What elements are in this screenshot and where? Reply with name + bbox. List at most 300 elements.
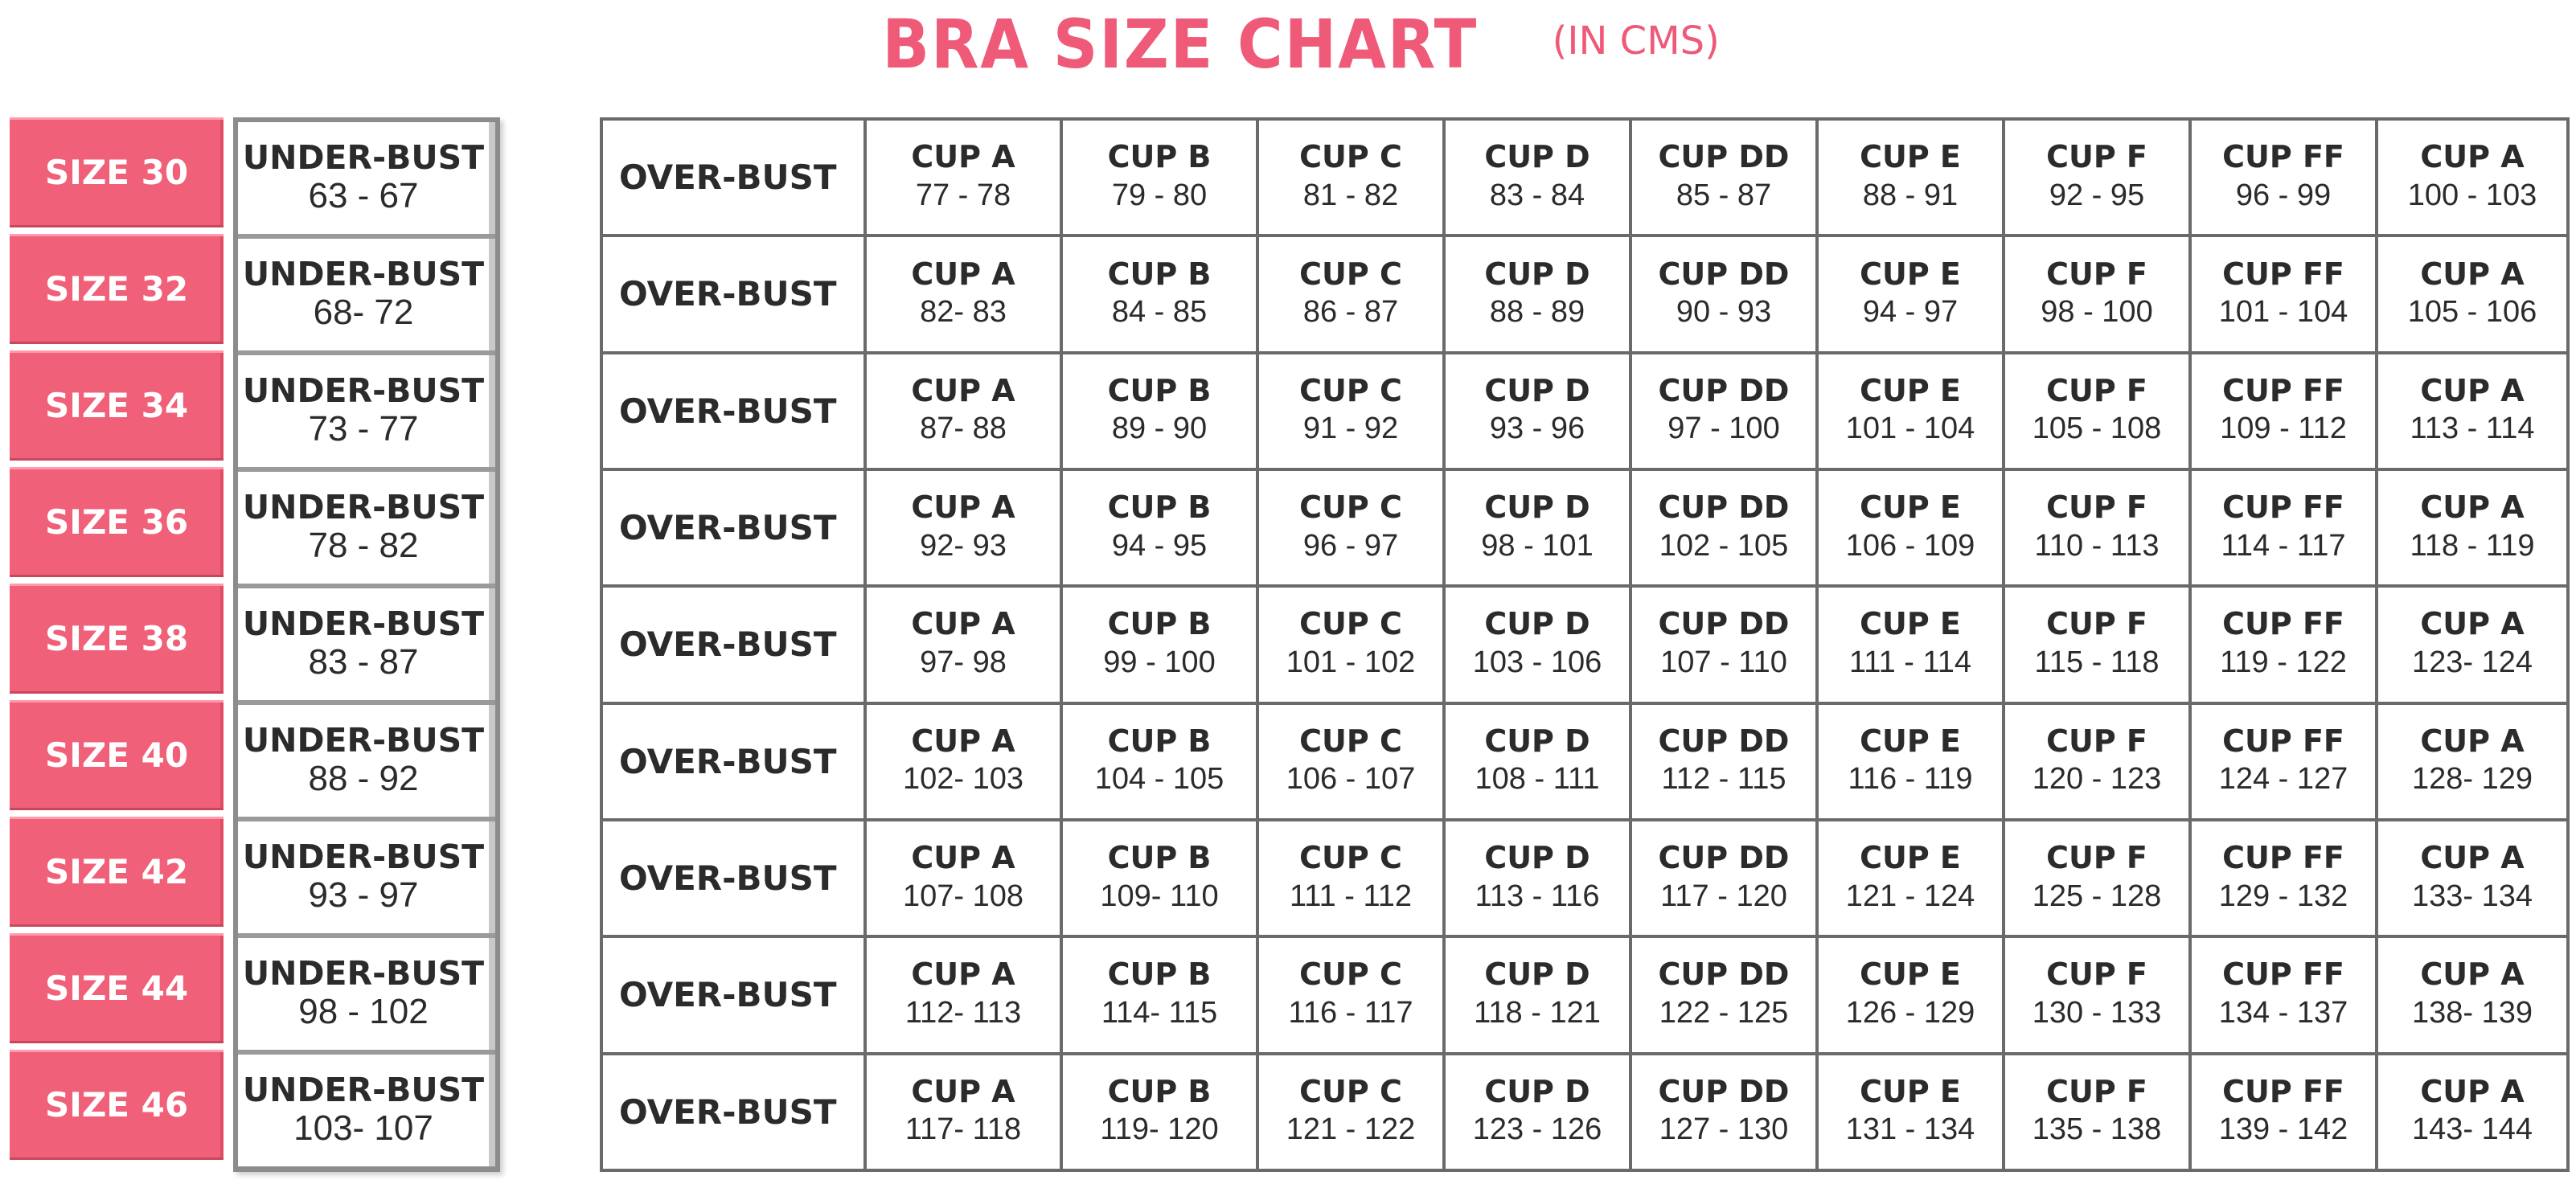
cup-cell bbox=[1817, 469, 2004, 586]
cup-range: 101 - 104 bbox=[1845, 412, 1975, 446]
cup-cell bbox=[2004, 119, 2190, 236]
cup-range: 126 - 129 bbox=[1845, 996, 1975, 1030]
cup-label: CUP DD bbox=[1658, 256, 1790, 292]
cup-cell bbox=[2190, 586, 2377, 703]
cup-cell bbox=[1257, 820, 1444, 936]
size-label: SIZE 42 bbox=[10, 817, 224, 927]
cup-range: 88 - 89 bbox=[1489, 295, 1585, 330]
over-bust-label: OVER-BUST bbox=[601, 1054, 865, 1170]
cup-cell bbox=[1631, 703, 1817, 820]
cup-range: 113 - 116 bbox=[1475, 879, 1600, 913]
cup-cell bbox=[865, 586, 1061, 703]
cup-cell bbox=[2004, 586, 2190, 703]
under-bust-cell bbox=[238, 355, 495, 467]
cup-cell bbox=[2377, 1054, 2568, 1170]
cup-cell bbox=[1257, 1054, 1444, 1170]
cup-range: 92- 93 bbox=[920, 528, 1007, 563]
cup-label: CUP D bbox=[1484, 840, 1590, 876]
cup-label: CUP B bbox=[1107, 256, 1212, 292]
cup-cell bbox=[2004, 353, 2190, 469]
cup-range: 101 - 104 bbox=[2218, 295, 2348, 330]
cup-range: 94 - 95 bbox=[1111, 528, 1208, 563]
cup-cell bbox=[1817, 820, 2004, 936]
cup-range: 90 - 93 bbox=[1676, 295, 1772, 330]
cup-label: CUP DD bbox=[1658, 372, 1790, 408]
cup-label: CUP D bbox=[1484, 1073, 1590, 1109]
cup-cell bbox=[1631, 1054, 1817, 1170]
chart-title: BRA SIZE CHART bbox=[882, 5, 1479, 84]
under-bust-range: 73 - 77 bbox=[308, 408, 419, 449]
cup-label: CUP C bbox=[1299, 957, 1402, 993]
cup-range: 109 - 112 bbox=[2220, 412, 2347, 446]
cup-cell bbox=[1444, 236, 1631, 352]
cup-cell bbox=[2190, 353, 2377, 469]
cup-cell bbox=[2004, 703, 2190, 820]
under-bust-range: 103- 107 bbox=[293, 1108, 433, 1148]
cup-range: 121 - 122 bbox=[1286, 1112, 1416, 1147]
cup-cell bbox=[1257, 936, 1444, 1053]
cup-cell bbox=[2190, 1054, 2377, 1170]
cup-range: 77 - 78 bbox=[915, 178, 1011, 212]
table-row bbox=[601, 119, 2568, 236]
cup-label: CUP A bbox=[911, 372, 1015, 408]
chart-subtitle: (IN CMS) bbox=[1552, 18, 1720, 63]
cup-label: CUP A bbox=[911, 490, 1015, 526]
cup-label: CUP DD bbox=[1658, 139, 1790, 175]
over-bust-label: OVER-BUST bbox=[601, 236, 865, 352]
cup-label: CUP D bbox=[1484, 139, 1590, 175]
cup-cell bbox=[1817, 119, 2004, 236]
table-row bbox=[601, 586, 2568, 703]
cup-range: 99 - 100 bbox=[1103, 645, 1216, 680]
cup-cell bbox=[1817, 703, 2004, 820]
under-bust-label: UNDER-BUST bbox=[242, 1070, 485, 1109]
cup-range: 119 - 122 bbox=[2220, 645, 2347, 680]
cup-range: 121 - 124 bbox=[1845, 879, 1975, 913]
cup-cell bbox=[865, 936, 1061, 1053]
cup-cell bbox=[2190, 703, 2377, 820]
cup-range: 128- 129 bbox=[2411, 762, 2533, 797]
cup-label: CUP E bbox=[1860, 256, 1961, 292]
cup-cell bbox=[1061, 236, 1257, 352]
cup-range: 88 - 91 bbox=[1862, 178, 1959, 212]
under-bust-cell bbox=[238, 239, 495, 350]
cup-range: 111 - 112 bbox=[1289, 879, 1413, 913]
cup-range: 82- 83 bbox=[920, 295, 1007, 330]
cup-label: CUP A bbox=[911, 256, 1015, 292]
cup-label: CUP D bbox=[1484, 723, 1590, 759]
cup-cell bbox=[865, 469, 1061, 586]
cup-cell bbox=[2377, 236, 2568, 352]
cup-cell bbox=[1444, 820, 1631, 936]
cup-label: CUP F bbox=[2046, 606, 2147, 642]
cup-cell bbox=[1631, 353, 1817, 469]
cup-range: 98 - 101 bbox=[1481, 528, 1594, 563]
cup-label: CUP D bbox=[1484, 372, 1590, 408]
table-row bbox=[601, 1054, 2568, 1170]
cup-label: CUP FF bbox=[2222, 840, 2344, 876]
cup-cell bbox=[1061, 1054, 1257, 1170]
cup-label: CUP FF bbox=[2222, 606, 2344, 642]
cup-label: CUP F bbox=[2046, 840, 2147, 876]
cup-cell bbox=[2190, 119, 2377, 236]
cup-label: CUP B bbox=[1107, 840, 1212, 876]
cup-range: 118 - 119 bbox=[2410, 528, 2535, 563]
cup-cell bbox=[1631, 820, 1817, 936]
cup-label: CUP C bbox=[1299, 256, 1402, 292]
cup-cell bbox=[1444, 703, 1631, 820]
cup-range: 125 - 128 bbox=[2032, 879, 2162, 913]
cup-label: CUP DD bbox=[1658, 490, 1790, 526]
cup-label: CUP A bbox=[2420, 723, 2525, 759]
cup-cell bbox=[1257, 119, 1444, 236]
cup-range: 120 - 123 bbox=[2032, 762, 2162, 797]
over-bust-label: OVER-BUST bbox=[601, 353, 865, 469]
size-label: SIZE 30 bbox=[10, 117, 224, 227]
cup-range: 91 - 92 bbox=[1302, 412, 1399, 446]
table-row bbox=[601, 353, 2568, 469]
cup-label: CUP A bbox=[2420, 256, 2525, 292]
cup-range: 100 - 103 bbox=[2407, 178, 2537, 212]
cup-range: 108 - 111 bbox=[1475, 762, 1600, 797]
cup-label: CUP E bbox=[1860, 723, 1961, 759]
cup-range: 79 - 80 bbox=[1111, 178, 1208, 212]
cup-cell bbox=[1257, 469, 1444, 586]
under-bust-cell bbox=[238, 122, 495, 234]
cup-cell bbox=[2377, 586, 2568, 703]
under-bust-range: 98 - 102 bbox=[298, 991, 429, 1031]
cup-cell bbox=[865, 236, 1061, 352]
under-bust-label: UNDER-BUST bbox=[242, 837, 485, 876]
under-bust-range: 88 - 92 bbox=[308, 758, 419, 798]
cup-label: CUP A bbox=[2420, 139, 2525, 175]
cup-label: CUP B bbox=[1107, 139, 1212, 175]
under-bust-cell bbox=[238, 705, 495, 817]
cup-label: CUP DD bbox=[1658, 606, 1790, 642]
cup-label: CUP E bbox=[1860, 840, 1961, 876]
cup-range: 115 - 118 bbox=[2034, 645, 2160, 680]
cup-cell bbox=[2377, 353, 2568, 469]
cup-label: CUP F bbox=[2046, 256, 2147, 292]
cup-cell bbox=[1817, 1054, 2004, 1170]
cup-label: CUP F bbox=[2046, 1073, 2147, 1109]
size-label: SIZE 40 bbox=[10, 700, 224, 810]
under-bust-label: UNDER-BUST bbox=[242, 604, 485, 643]
cup-cell bbox=[1061, 469, 1257, 586]
cup-label: CUP C bbox=[1299, 606, 1402, 642]
cup-range: 138- 139 bbox=[2411, 996, 2533, 1030]
under-bust-cell bbox=[238, 938, 495, 1050]
cup-cell bbox=[2004, 1054, 2190, 1170]
cup-label: CUP F bbox=[2046, 723, 2147, 759]
cup-label: CUP FF bbox=[2222, 723, 2344, 759]
cup-cell bbox=[1444, 1054, 1631, 1170]
cup-label: CUP A bbox=[911, 957, 1015, 993]
cup-range: 123 - 126 bbox=[1472, 1112, 1602, 1147]
over-bust-label: OVER-BUST bbox=[601, 119, 865, 236]
cup-label: CUP A bbox=[911, 1073, 1015, 1109]
cup-cell bbox=[1061, 586, 1257, 703]
cup-cell bbox=[1631, 119, 1817, 236]
cup-range: 102- 103 bbox=[902, 762, 1023, 797]
table-row bbox=[601, 236, 2568, 352]
cup-cell bbox=[1061, 353, 1257, 469]
cup-cell bbox=[1631, 236, 1817, 352]
cup-cell bbox=[2190, 936, 2377, 1053]
cup-range: 81 - 82 bbox=[1302, 178, 1399, 212]
cup-range: 118 - 121 bbox=[1474, 996, 1601, 1030]
cup-range: 101 - 102 bbox=[1286, 645, 1416, 680]
cup-label: CUP FF bbox=[2222, 957, 2344, 993]
cup-cell bbox=[1817, 586, 2004, 703]
size-label: SIZE 44 bbox=[10, 933, 224, 1043]
under-bust-range: 83 - 87 bbox=[308, 641, 419, 682]
cup-cell bbox=[1631, 469, 1817, 586]
cup-range: 112 - 115 bbox=[1661, 762, 1786, 797]
cup-label: CUP E bbox=[1860, 490, 1961, 526]
cup-label: CUP B bbox=[1107, 957, 1212, 993]
cup-cell bbox=[2377, 119, 2568, 236]
cup-label: CUP E bbox=[1860, 1073, 1961, 1109]
cup-cell bbox=[1257, 236, 1444, 352]
table-row bbox=[601, 936, 2568, 1053]
cup-label: CUP B bbox=[1107, 372, 1212, 408]
cup-label: CUP A bbox=[2420, 372, 2525, 408]
cup-cell bbox=[865, 1054, 1061, 1170]
cup-range: 119- 120 bbox=[1100, 1112, 1219, 1147]
cup-label: CUP A bbox=[2420, 1073, 2525, 1109]
cup-cell bbox=[865, 119, 1061, 236]
cup-cell bbox=[1444, 353, 1631, 469]
cup-cell bbox=[865, 703, 1061, 820]
cup-label: CUP A bbox=[2420, 606, 2525, 642]
cup-range: 106 - 109 bbox=[1845, 528, 1975, 563]
cup-label: CUP A bbox=[2420, 490, 2525, 526]
cup-cell bbox=[2004, 236, 2190, 352]
cup-label: CUP B bbox=[1107, 723, 1212, 759]
cup-range: 97 - 100 bbox=[1667, 412, 1780, 446]
cup-label: CUP A bbox=[911, 840, 1015, 876]
cup-cell bbox=[1444, 586, 1631, 703]
under-bust-cell bbox=[238, 821, 495, 933]
cup-range: 110 - 113 bbox=[2034, 528, 2160, 563]
cup-range: 93 - 96 bbox=[1489, 412, 1585, 446]
cup-label: CUP B bbox=[1107, 606, 1212, 642]
cup-label: CUP A bbox=[911, 723, 1015, 759]
under-bust-range: 68- 72 bbox=[313, 292, 414, 332]
cup-cell bbox=[2377, 469, 2568, 586]
cup-range: 107 - 110 bbox=[1660, 645, 1787, 680]
cup-cell bbox=[1444, 936, 1631, 1053]
over-bust-label: OVER-BUST bbox=[601, 586, 865, 703]
cup-range: 105 - 108 bbox=[2032, 412, 2162, 446]
size-label: SIZE 32 bbox=[10, 234, 224, 344]
cup-label: CUP FF bbox=[2222, 372, 2344, 408]
cup-label: CUP E bbox=[1860, 957, 1961, 993]
cup-range: 109- 110 bbox=[1100, 879, 1219, 913]
cup-range: 116 - 117 bbox=[1288, 996, 1413, 1030]
cup-cell bbox=[1817, 236, 2004, 352]
cup-label: CUP A bbox=[2420, 957, 2525, 993]
cup-label: CUP FF bbox=[2222, 1073, 2344, 1109]
cup-range: 111 - 114 bbox=[1848, 645, 1972, 680]
cup-range: 103 - 106 bbox=[1472, 645, 1602, 680]
cup-range: 114 - 117 bbox=[2221, 528, 2346, 563]
cup-label: CUP F bbox=[2046, 490, 2147, 526]
cup-range: 123- 124 bbox=[2411, 645, 2533, 680]
cup-range: 96 - 99 bbox=[2235, 178, 2332, 212]
cup-cell bbox=[865, 353, 1061, 469]
cup-range: 133- 134 bbox=[2411, 879, 2533, 913]
under-bust-label: UNDER-BUST bbox=[242, 953, 485, 993]
cup-label: CUP DD bbox=[1658, 840, 1790, 876]
cup-range: 85 - 87 bbox=[1676, 178, 1772, 212]
cup-cell bbox=[1257, 353, 1444, 469]
cup-range: 139 - 142 bbox=[2218, 1112, 2348, 1147]
cup-cell bbox=[1061, 119, 1257, 236]
cup-label: CUP C bbox=[1299, 840, 1402, 876]
cup-cell bbox=[1444, 469, 1631, 586]
size-label: SIZE 38 bbox=[10, 584, 224, 694]
cup-range: 105 - 106 bbox=[2407, 295, 2537, 330]
cup-range: 122 - 125 bbox=[1659, 996, 1789, 1030]
cup-range: 134 - 137 bbox=[2218, 996, 2348, 1030]
cup-label: CUP F bbox=[2046, 957, 2147, 993]
cup-cell bbox=[1061, 703, 1257, 820]
over-bust-label: OVER-BUST bbox=[601, 469, 865, 586]
table-row bbox=[601, 703, 2568, 820]
cup-range: 89 - 90 bbox=[1111, 412, 1208, 446]
cup-label: CUP A bbox=[2420, 840, 2525, 876]
cup-label: CUP F bbox=[2046, 139, 2147, 175]
under-bust-label: UNDER-BUST bbox=[242, 137, 485, 177]
size-column bbox=[10, 117, 224, 1166]
cup-range: 106 - 107 bbox=[1286, 762, 1416, 797]
cup-range: 112- 113 bbox=[904, 996, 1022, 1030]
title-row bbox=[0, 0, 2576, 88]
cup-label: CUP C bbox=[1299, 1073, 1402, 1109]
cup-label: CUP DD bbox=[1658, 957, 1790, 993]
cup-range: 107- 108 bbox=[902, 879, 1023, 913]
cup-label: CUP B bbox=[1107, 1073, 1212, 1109]
over-bust-label: OVER-BUST bbox=[601, 703, 865, 820]
size-label: SIZE 34 bbox=[10, 350, 224, 461]
under-bust-label: UNDER-BUST bbox=[242, 720, 485, 760]
cup-label: CUP D bbox=[1484, 256, 1590, 292]
cup-range: 92 - 95 bbox=[2049, 178, 2145, 212]
cup-label: CUP E bbox=[1860, 372, 1961, 408]
under-bust-label: UNDER-BUST bbox=[242, 371, 485, 410]
table-row bbox=[601, 820, 2568, 936]
size-label: SIZE 36 bbox=[10, 467, 224, 577]
cup-label: CUP A bbox=[911, 139, 1015, 175]
cup-label: CUP E bbox=[1860, 606, 1961, 642]
cup-cell bbox=[1817, 353, 2004, 469]
cup-cell bbox=[2190, 236, 2377, 352]
cup-range: 129 - 132 bbox=[2218, 879, 2348, 913]
cup-cell bbox=[2004, 469, 2190, 586]
cup-cell bbox=[865, 820, 1061, 936]
table-row bbox=[601, 469, 2568, 586]
cup-label: CUP C bbox=[1299, 490, 1402, 526]
cup-label: CUP FF bbox=[2222, 256, 2344, 292]
cup-label: CUP C bbox=[1299, 723, 1402, 759]
cup-range: 143- 144 bbox=[2411, 1112, 2533, 1147]
size-label: SIZE 46 bbox=[10, 1050, 224, 1160]
cup-cell bbox=[1257, 703, 1444, 820]
cup-label: CUP C bbox=[1299, 372, 1402, 408]
cup-range: 117 - 120 bbox=[1660, 879, 1787, 913]
cup-range: 102 - 105 bbox=[1659, 528, 1789, 563]
under-bust-label: UNDER-BUST bbox=[242, 254, 485, 293]
cup-label: CUP B bbox=[1107, 490, 1212, 526]
cup-range: 97- 98 bbox=[920, 645, 1007, 680]
cup-range: 87- 88 bbox=[920, 412, 1007, 446]
cup-range: 131 - 134 bbox=[1845, 1112, 1975, 1147]
cup-range: 116 - 119 bbox=[1848, 762, 1973, 797]
cup-cell bbox=[1631, 586, 1817, 703]
cup-cell bbox=[2377, 820, 2568, 936]
cup-label: CUP A bbox=[911, 606, 1015, 642]
cup-cell bbox=[2190, 469, 2377, 586]
cup-range: 114- 115 bbox=[1101, 996, 1218, 1030]
under-bust-range: 93 - 97 bbox=[308, 875, 419, 915]
cup-cell bbox=[2004, 936, 2190, 1053]
cup-range: 96 - 97 bbox=[1302, 528, 1399, 563]
cup-cell bbox=[2190, 820, 2377, 936]
cup-cell bbox=[2004, 820, 2190, 936]
over-bust-label: OVER-BUST bbox=[601, 820, 865, 936]
cup-label: CUP DD bbox=[1658, 1073, 1790, 1109]
cup-label: CUP F bbox=[2046, 372, 2147, 408]
under-bust-cell bbox=[238, 588, 495, 700]
cup-cell bbox=[2377, 936, 2568, 1053]
cup-range: 130 - 133 bbox=[2032, 996, 2162, 1030]
cup-label: CUP D bbox=[1484, 490, 1590, 526]
cup-label: CUP C bbox=[1299, 139, 1402, 175]
under-bust-cell bbox=[238, 1055, 495, 1166]
cup-range: 84 - 85 bbox=[1111, 295, 1208, 330]
cup-range: 124 - 127 bbox=[2218, 762, 2348, 797]
cup-label: CUP D bbox=[1484, 606, 1590, 642]
cup-range: 98 - 100 bbox=[2041, 295, 2153, 330]
cup-cell bbox=[1061, 820, 1257, 936]
cup-range: 104 - 105 bbox=[1094, 762, 1224, 797]
over-bust-label: OVER-BUST bbox=[601, 936, 865, 1053]
cup-label: CUP FF bbox=[2222, 490, 2344, 526]
cup-range: 94 - 97 bbox=[1862, 295, 1959, 330]
cup-cell bbox=[1257, 586, 1444, 703]
under-bust-column bbox=[233, 117, 500, 1172]
cup-range: 83 - 84 bbox=[1489, 178, 1585, 212]
cup-label: CUP D bbox=[1484, 957, 1590, 993]
cup-label: CUP FF bbox=[2222, 139, 2344, 175]
over-bust-table bbox=[600, 117, 2570, 1172]
cup-range: 127 - 130 bbox=[1659, 1112, 1789, 1147]
cup-cell bbox=[1061, 936, 1257, 1053]
cup-label: CUP DD bbox=[1658, 723, 1790, 759]
cup-range: 113 - 114 bbox=[2410, 412, 2535, 446]
cup-range: 117- 118 bbox=[904, 1112, 1022, 1147]
under-bust-label: UNDER-BUST bbox=[242, 487, 485, 526]
under-bust-range: 78 - 82 bbox=[308, 525, 419, 565]
cup-cell bbox=[1631, 936, 1817, 1053]
under-bust-range: 63 - 67 bbox=[308, 175, 419, 215]
cup-cell bbox=[1817, 936, 2004, 1053]
cup-cell bbox=[2377, 703, 2568, 820]
under-bust-cell bbox=[238, 472, 495, 584]
cup-cell bbox=[1444, 119, 1631, 236]
